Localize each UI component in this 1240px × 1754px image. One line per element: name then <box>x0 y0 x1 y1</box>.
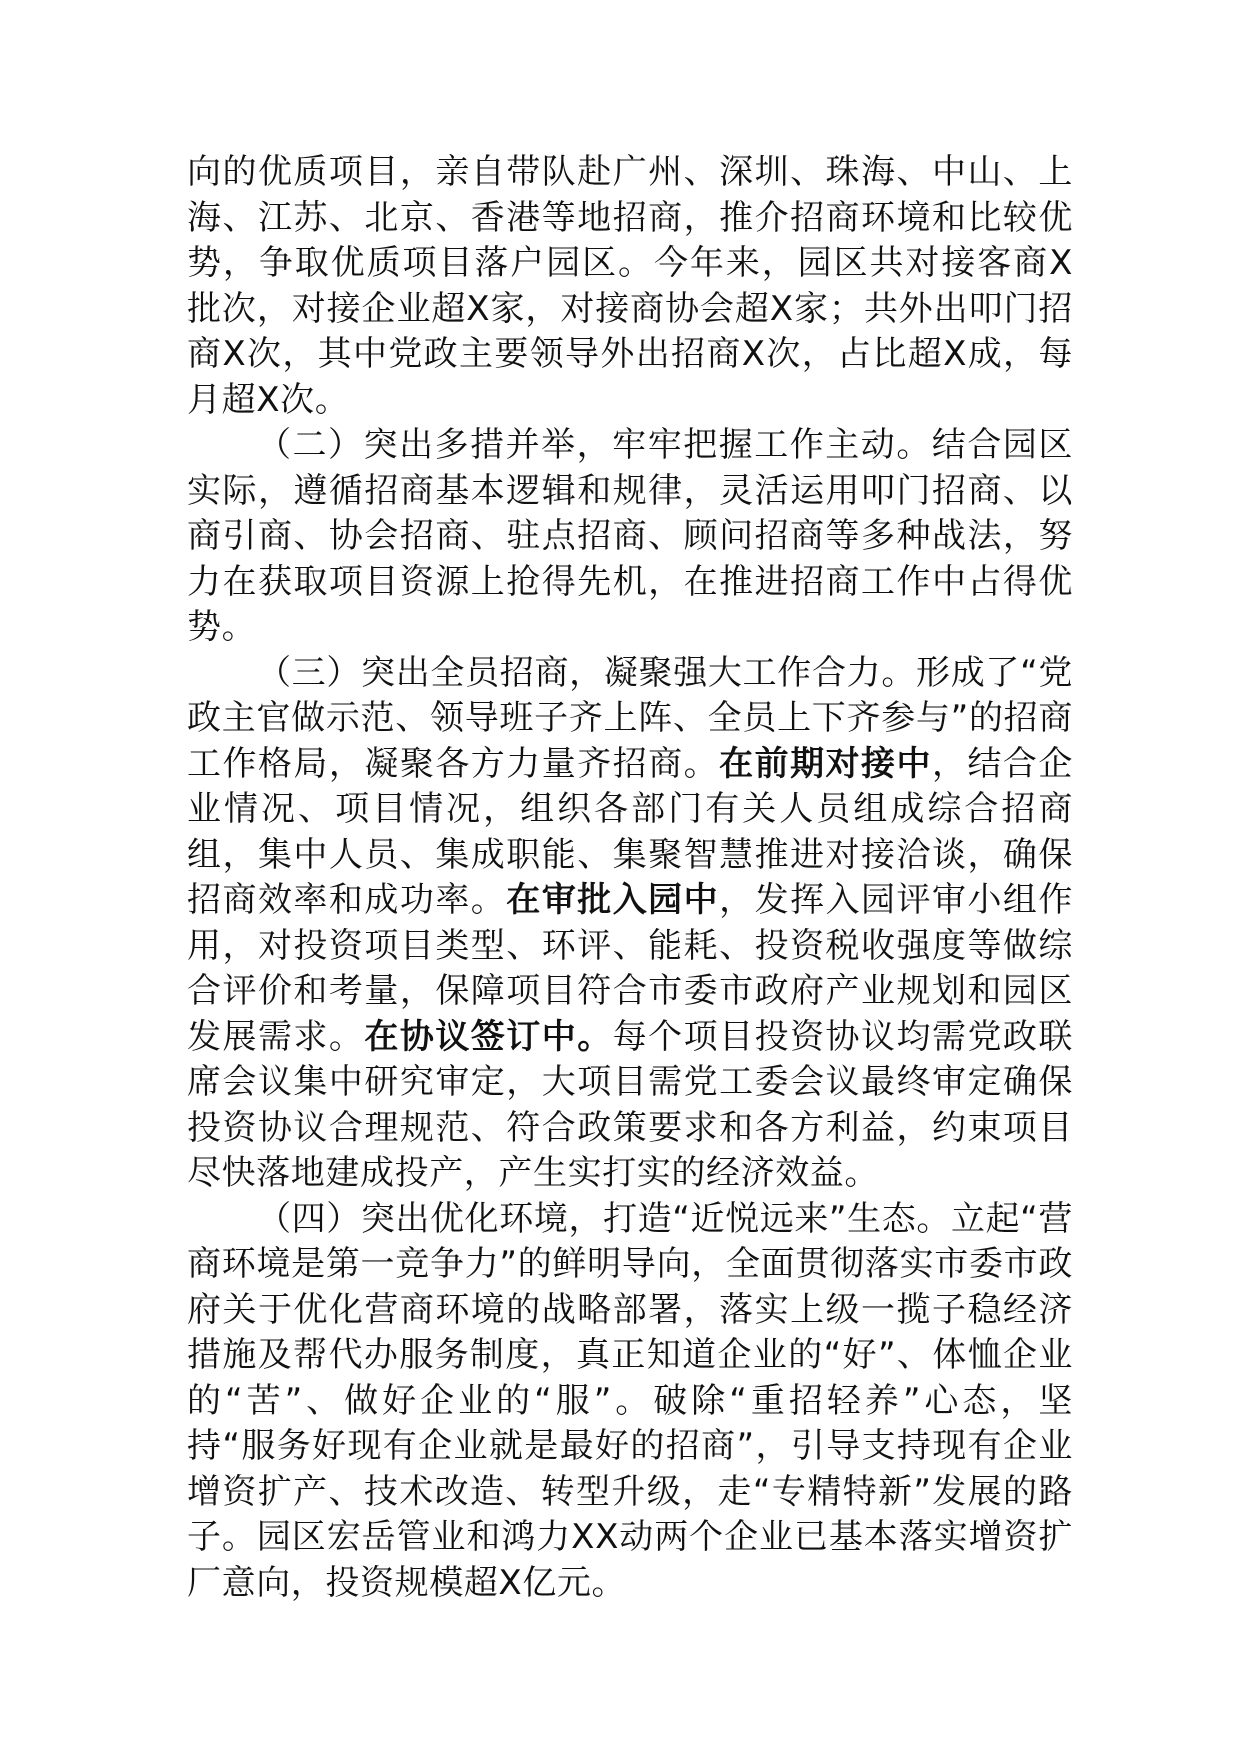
paragraph-section-3 <box>187 651 1073 1197</box>
paragraph-section-2 <box>187 423 1073 651</box>
paragraph-text: （四）突出优化环境，打造“近悦远来”生态。立起“营商环境是第一竞争力”的鲜明导向，全面贯彻落实市委市政府关于优化营商环境的战略部署，落实上级一揽子稳经济措施及帮代办服务制度，真正知道企业的“好”、体恤企业的“苦”、做好企业的“服”。破除“重招轻养”心态，坚持“服务好现有企业就是最好的招商”，引导支持现有企业增资扩产、技术改造、转型升级，走“专精特新”发展的路子。园区宏岳管业和鸿力XX动两个企业已基本落实增资扩厂意向，投资规模超X亿元。 <box>187 1198 1073 1603</box>
paragraph-text: ，发挥入园评审小组作用，对投资项目类型、环评、能耗、投资税收强度等做综合评价和考量，保障项目符合市委市政府产业规划和园区发展需求。 <box>187 880 1074 1057</box>
paragraph-text: （二）突出多措并举，牢牢把握工作主动。结合园区实际，遵循招商基本逻辑和规律，灵活运用叩门招商、以商引商、协会招商、驻点招商、顾问招商等多种战法，努力在获取项目资源上抢得先机，在推进招商工作中占得优势。 <box>187 425 1073 647</box>
paragraph-section-4 <box>187 1197 1073 1607</box>
bold-phrase-approval: 在审批入园中 <box>506 880 720 920</box>
paragraph-text: （三）突出全员招商，凝聚强大工作合力。形成了“党政主官做示范、领导班子齐上阵、全员上下齐参与”的招商工作格局，凝聚各方力量齐招商。 <box>187 652 1073 784</box>
paragraph-continuation <box>187 150 1073 423</box>
bold-phrase-agreement: 在协议签订中。 <box>364 1016 613 1057</box>
paragraph-text: ，结合企业情况、项目情况，组织各部门有关人员组成综合招商组，集中人员、集成职能、集聚智慧推进对接洽谈，确保招商效率和成功率。 <box>187 743 1074 920</box>
document-page <box>187 150 1073 1606</box>
paragraph-text: 向的优质项目，亲自带队赴广州、深圳、珠海、中山、上海、江苏、北京、香港等地招商，推介招商环境和比较优势，争取优质项目落户园区。今年来，园区共对接客商X批次，对接企业超X家，对接商协会超X家；共外出叩门招商X次，其中党政主要领导外出招商X次，占比超X成，每月超X次。 <box>187 152 1073 420</box>
bold-phrase-early-docking: 在前期对接中 <box>719 743 932 784</box>
paragraph-text: 每个项目投资协议均需党政联席会议集中研究审定，大项目需党工委会议最终审定确保投资协议合理规范、符合政策要求和各方利益，约束项目尽快落地建成投产，产生实打实的经济效益。 <box>187 1016 1073 1193</box>
